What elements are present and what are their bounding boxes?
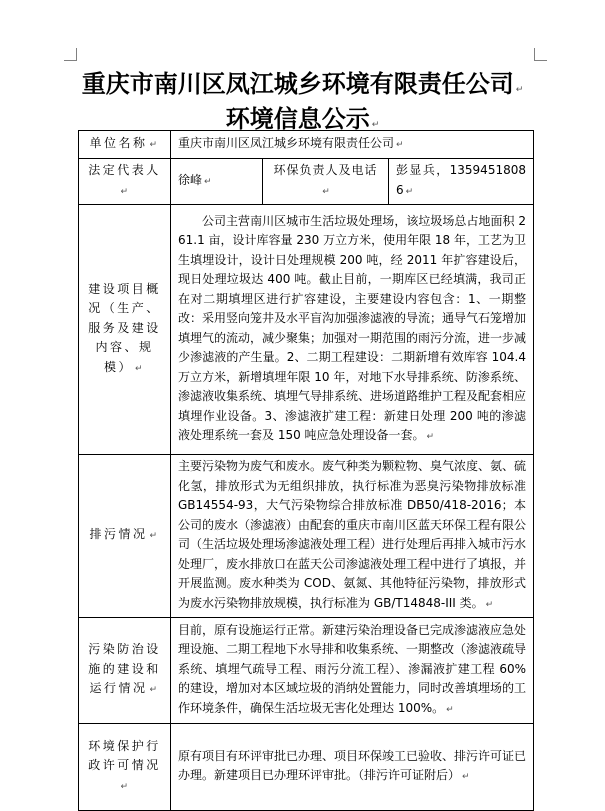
paragraph-mark: ↵ [462, 772, 470, 782]
paragraph-mark: ↵ [134, 363, 146, 374]
paragraph-mark: ↵ [426, 432, 435, 442]
row-permits [79, 724, 534, 811]
paragraph-mark: ↵ [405, 186, 414, 197]
paragraph-mark: ↵ [371, 120, 380, 130]
paragraph-mark: ↵ [149, 531, 160, 542]
unit-name-value: 重庆市南川区凤江城乡环境有限责任公司 ↵ [171, 131, 534, 159]
pollution-control-value: 目前，原有设施运行正常。新建污染治理设备已完成渗滤液应急处理设施、二期工程地下水导排和收集系统、一期整改（渗滤液疏导系统、填埋气疏导工程、雨污分流工程）、渗漏液扩建工程 60%的建设，增加对本区域垃圾的消纳处置能力，同时改善填埋场的工作环境条件，确保生活垃圾无害化处理达 100%。 ↵ [171, 618, 534, 724]
paragraph-mark: ↵ [120, 186, 131, 197]
permits-label: 环境保护行政许可情况↵ [79, 724, 171, 811]
paragraph-mark: ↵ [515, 85, 524, 95]
margin-crop-mark-top-right [534, 48, 547, 61]
row-pollution-control [79, 618, 534, 724]
paragraph-mark: ↵ [149, 139, 160, 150]
paragraph-mark: ↵ [396, 139, 404, 150]
env-contact-value: 彭显兵，13594518086 ↵ [389, 159, 534, 205]
margin-crop-mark-top-left [64, 48, 77, 61]
paragraph-mark: ↵ [446, 704, 454, 715]
discharge-value: 主要污染物为废气和废水。废气种类为颗粒物、臭气浓度、氨、硫化氢，排放形式为无组织排放，执行标准为恶臭污染物排放标准 GB14554-93，大气污染物综合排放标准 DB50/418-2016；本公司的废水（渗滤液）由配套的重庆市南川区蓝天环保工程有限公司（生活垃圾处理场渗滤液处理工程）进行处理后再排入城市污水处理厂，废水排放口在蓝天公司渗滤液处理工程中进行了填报，并开展监测。废水种类为 COD、氨氮、其他特征污染物，排放形式为废水污染物排放规模，执行标准为 GB/T14848-III 类。 ↵ [171, 455, 534, 618]
discharge-label: 排污情况 ↵ [79, 455, 171, 618]
row-legal-representative [79, 159, 534, 205]
row-project-overview [79, 205, 534, 455]
project-overview-value: 公司主营南川区城市生活垃圾处理场，该垃圾场总占地面积 261.1 亩，设计库容量 230 万立方米，使用年限 18 年，工艺为卫生填埋设计，设计日处理规模 200 吨，经 2011 年扩容建设后，现日处理垃圾达 400 吨。截止目前，一期库区已经填满，我司正在对二期填埋区进行扩容建设，主要建设内容包含：1、一期整改：采用竖向笼井及水平盲沟加强渗滤液的导流；通导气石笼增加填埋气的流动，减少聚集；加强对一期范围的雨污分流，进一步减少渗滤液的产生量。2、二期工程建设：二期新增有效库容 104.4 万立方米，新增填埋年限 10 年，对地下水导排系统、防渗系统、渗滤液收集系统、填埋气导排系统、进场道路维护工程及配套相应填埋作业设备。3、渗滤液扩建工程：新建日处理 200 吨的渗滤液处理系统一套及 150 吨应急处理设备一套。 ↵ [171, 205, 534, 455]
paragraph-mark: ↵ [149, 685, 160, 696]
pollution-control-label: 污染防治设施的建设和运行情况 ↵ [79, 618, 171, 724]
project-overview-label: 建设项目概况（生产、服务及建设内容、规模） ↵ [79, 205, 171, 455]
document-title-line2: 环境信息公示 ↵ [225, 107, 380, 133]
paragraph-mark: ↵ [485, 599, 494, 610]
paragraph-mark: ↵ [204, 176, 212, 187]
unit-name-label: 单位名称 ↵ [79, 131, 171, 159]
legal-rep-value: 徐峰 ↵ [171, 159, 263, 205]
environment-info-table [78, 130, 534, 811]
paragraph-mark: ↵ [322, 186, 331, 197]
env-contact-label: 环保负责人及电话↵ [263, 159, 389, 205]
legal-rep-label: 法定代表人↵ [79, 159, 171, 205]
document-title-line1: 重庆市南川区凤江城乡环境有限责任公司 ↵ [81, 72, 524, 98]
paragraph-mark: ↵ [120, 781, 131, 792]
row-discharge [79, 455, 534, 618]
permits-value: 原有项目有环评审批已办理、项目环保竣工已验收、排污许可证已办理。新建项目已办理环评审批。（排污许可证附后） ↵ [171, 724, 534, 811]
row-unit-name [79, 131, 534, 159]
